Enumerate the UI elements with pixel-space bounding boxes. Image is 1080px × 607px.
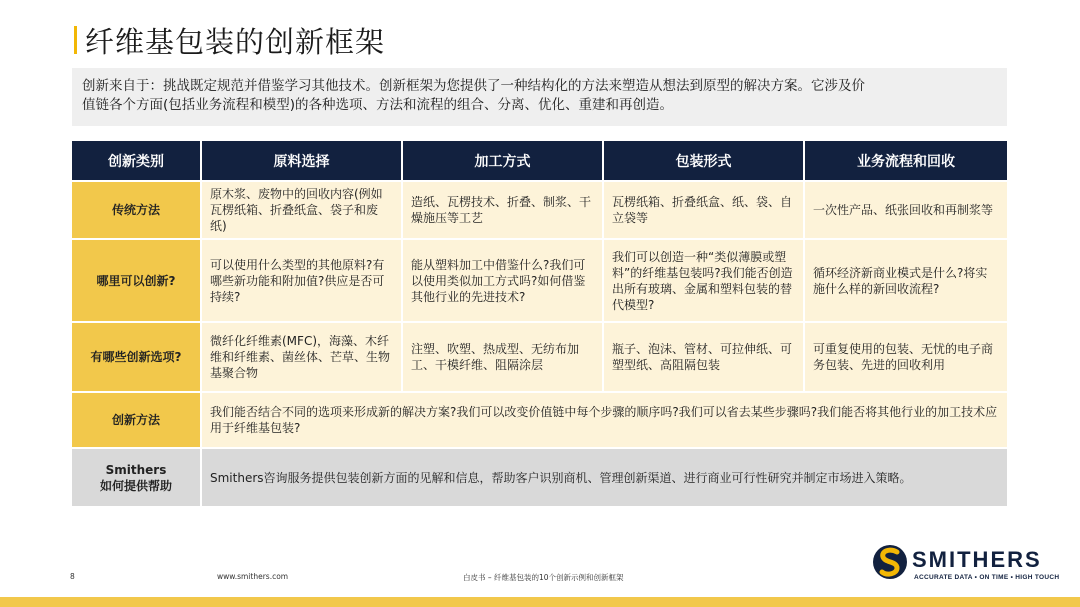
table-cell: 原木浆、废物中的回收内容(例如瓦楞纸箱、折叠纸盒、袋子和废纸) xyxy=(201,181,402,239)
header-business-recycling: 业务流程和回收 xyxy=(804,141,1007,181)
row-label-line-2: 如何提供帮助 xyxy=(99,478,172,493)
table-cell: 造纸、瓦楞技术、折叠、制浆、干燥施压等工艺 xyxy=(402,181,603,239)
table-cell: 我们可以创造一种“类似薄膜或塑料”的纤维基包装吗?我们能否创造出所有玻璃、金属和塑料包装的替代模型? xyxy=(603,239,804,322)
table-cell: 瓦楞纸箱、折叠纸盒、纸、袋、自立袋等 xyxy=(603,181,804,239)
page-number: 8 xyxy=(70,572,75,581)
intro-line-2: 值链各个方面(包括业务流程和模型)的各种选项、方法和流程的组合、分离、优化、重建和再创造。 xyxy=(82,97,674,113)
header-packaging-form: 包装形式 xyxy=(603,141,804,181)
table-row xyxy=(72,181,1007,239)
row-label xyxy=(72,448,201,506)
title-accent-bar xyxy=(74,26,77,54)
intro-box xyxy=(72,68,1007,126)
page-title: 纤维基包装的创新框架 xyxy=(85,24,386,59)
footer-accent-bar xyxy=(0,597,1080,607)
footer-website[interactable]: www.smithers.com xyxy=(217,572,289,581)
logo-tagline: ACCURATE DATA • ON TIME • HIGH TOUCH xyxy=(914,574,1060,581)
table-row xyxy=(72,322,1007,392)
table-row xyxy=(72,448,1007,506)
smithers-s-icon xyxy=(872,542,908,582)
table-span-cell: 我们能否结合不同的选项来形成新的解决方案?我们可以改变价值链中每个步骤的顺序吗?我们可以省去某些步骤吗?我们能否将其他行业的加工技术应用于纤维基包装? xyxy=(201,392,1007,448)
table-cell: 可以使用什么类型的其他原料?有哪些新功能和附加值?供应是否可持续? xyxy=(201,239,402,322)
table-cell: 一次性产品、纸张回收和再制浆等 xyxy=(804,181,1007,239)
row-label: 创新方法 xyxy=(72,392,201,448)
header-processing: 加工方式 xyxy=(402,141,603,181)
page-title-bar xyxy=(74,22,385,58)
table-row xyxy=(72,392,1007,448)
row-label: 哪里可以创新? xyxy=(72,239,201,322)
table-cell: 可重复使用的包装、无忧的电子商务包装、先进的回收利用 xyxy=(804,322,1007,392)
table-row xyxy=(72,239,1007,322)
table-cell: 循环经济新商业模式是什么?将实施什么样的新回收流程? xyxy=(804,239,1007,322)
row-label-line-1: Smithers xyxy=(105,462,167,477)
smithers-logo xyxy=(872,542,1062,586)
footer-doc-title: 白皮书 – 纤维基包装的10个创新示例和创新框架 xyxy=(463,573,624,582)
innovation-framework-table xyxy=(72,141,1007,506)
table-cell: 注塑、吹塑、热成型、无纺布加工、干模纤维、阻隔涂层 xyxy=(402,322,603,392)
intro-line-1: 创新来自于：挑战既定规范并借鉴学习其他技术。创新框架为您提供了一种结构化的方法来塑造从想法到原型的解决方案。它涉及价 xyxy=(82,78,865,94)
header-materials: 原料选择 xyxy=(201,141,402,181)
row-label: 有哪些创新选项? xyxy=(72,322,201,392)
table-span-cell: Smithers咨询服务提供包装创新方面的见解和信息，帮助客户识别商机、管理创新渠道、进行商业可行性研究并制定市场进入策略。 xyxy=(201,448,1007,506)
table-header-row xyxy=(72,141,1007,181)
logo-wordmark: SMITHERS xyxy=(912,547,1042,572)
table-cell: 能从塑料加工中借鉴什么?我们可以使用类似加工方式吗?如何借鉴其他行业的先进技术? xyxy=(402,239,603,322)
row-label: 传统方法 xyxy=(72,181,201,239)
header-category: 创新类别 xyxy=(72,141,201,181)
table-cell: 瓶子、泡沫、管材、可拉伸纸、可塑型纸、高阻隔包装 xyxy=(603,322,804,392)
table-cell: 微纤化纤维素(MFC)，海藻、木纤维和纤维素、菌丝体、芒草、生物基聚合物 xyxy=(201,322,402,392)
